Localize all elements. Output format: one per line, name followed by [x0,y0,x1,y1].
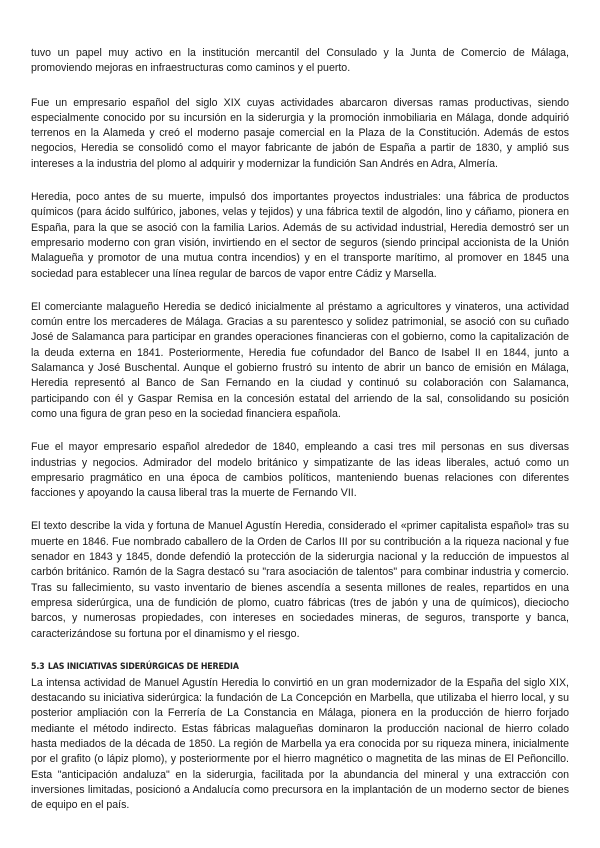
paragraph-iniciativas-siderurgicas: La intensa actividad de Manuel Agustín Heredia lo convirtió en un gran modernizador de la España del siglo XIX, destacando su iniciativa siderúrgica: la fundación de La Concepción en Marbella, que utilizaba el hierro local, y su posterior ampliación con la Ferrería de La Constancia en Málaga, pionera en la producción de hierro forjado mediante el método indirecto. Estas fábricas malagueñas dominaron la producción nacional de hierro colado hasta mediados de la década de 1850. La región de Marbella ya era conocida por su riqueza minera, inicialmente por el grafito (o lápiz plomo), y posteriormente por el hierro magnético o magnetita de las minas de El Peñoncillo. Esta "anticipación andaluza" en la siderurgia, facilitada por la abundancia del mineral y una extracción con inversiones limitadas, posicionó a Andalucía como precursora en la implantación de un moderno sector de bienes de equipo en el país. [31,676,569,812]
section-number: 5.3 [31,660,45,672]
paragraph-consulado: tuvo un papel muy activo en la institución mercantil del Consulado y la Junta de Comercio de Málaga, promoviendo mejoras en infraestructuras como caminos y el puerto. [31,47,569,75]
paragraph-mayor-empresario: Fue el mayor empresario español alrededor de 1840, empleando a casi tres mil personas en sus diversas industrias y negocios. Admirador del modelo británico y simpatizante de las ideas liberales, actuó como un empresario pragmático en una época de cambios políticos, manteniendo buenas relaciones con diferentes facciones y apoyando la causa liberal tras la muerte de Fernando VII. [31,441,569,500]
paragraph-vida-y-fortuna: El texto describe la vida y fortuna de Manuel Agustín Heredia, considerado el «primer capitalista español» tras su muerte en 1846. Fue nombrado caballero de la Orden de Carlos III por su contribución a la riqueza nacional y fue senador en 1843 y 1845, donde defendió la protección de la siderurgia nacional y la reducción de impuestos al carbón británico. Ramón de la Sagra destacó su "rara asociación de talentos" para combinar industria y comercio. Tras su fallecimiento, su vasto inventario de bienes ascendía a sesenta millones de reales, repartidos en una empresa siderúrgica, una de fundición de plomo, cuatro fábricas (tres de jabón y una de químicos), dieciocho barcos, y numerosas propiedades, con intereses en sociedades mineras, de seguros, transporte y banca, caracterizándose su fortuna por el dinamismo y el riesgo. [31,520,569,640]
document-page [31,46,569,831]
section-title: LAS INICIATIVAS SIDERÚRGICAS DE HEREDIA [47,660,239,672]
paragraph-proyectos-industriales: Heredia, poco antes de su muerte, impulsó dos importantes proyectos industriales: una fábrica de productos químicos (para ácido sulfúrico, jabones, velas y tejidos) y una fábrica textil de algodón, lino y cáñamo, pionera en España, para la que se asoció con la familia Larios. Además de su actividad industrial, Heredia demostró ser un empresario moderno con gran visión, invirtiendo en el sector de seguros (siendo principal accionista de la Unión Malagueña y promotor de una mutua contra incendios) y en el transporte marítimo, al promover en 1845 una sociedad para establecer una línea regular de barcos de vapor entre Cádiz y Marsella. [31,191,569,280]
paragraph-comerciante-malagueno: El comerciante malagueño Heredia se dedicó inicialmente al préstamo a agricultores y vinateros, una actividad común entre los mercaderes de Málaga. Gracias a su parentesco y solidez patrimonial, se asoció con su cuñado José de Salamanca para participar en grandes operaciones financieras con el gobierno, como la capitalización de la deuda externa en 1841. Posteriormente, Heredia fue cofundador del Banco de Isabel II en 1844, junto a Salamanca y José Buschental. Aunque el gobierno frustró su intento de abrir un banco de emisión en Málaga, Heredia representó al Banco de San Fernando en la ciudad y continuó su colaboración con Salamanca, participando con él y Gaspar Remisa en la concesión estatal del arriendo de la sal, consolidando su posición como una figura de gran peso en la sociedad financiera española. [31,300,569,420]
section-heading [31,660,494,674]
paragraph-empresario-siglo-xix: Fue un empresario español del siglo XIX cuyas actividades abarcaron diversas ramas productivas, siendo especialmente conocido por su incursión en la siderurgia y la promoción inmobiliaria en Málaga, donde adquirió terrenos en la Alameda y creó el moderno pasaje comercial en la Plaza de la Constitución. Además de estos negocios, Heredia se consolidó como el mayor fabricante de jabón de España a partir de 1830, y amplió sus intereses a la industria del plomo al adquirir y modernizar la fundición San Andrés en Adra, Almería. [31,96,569,170]
